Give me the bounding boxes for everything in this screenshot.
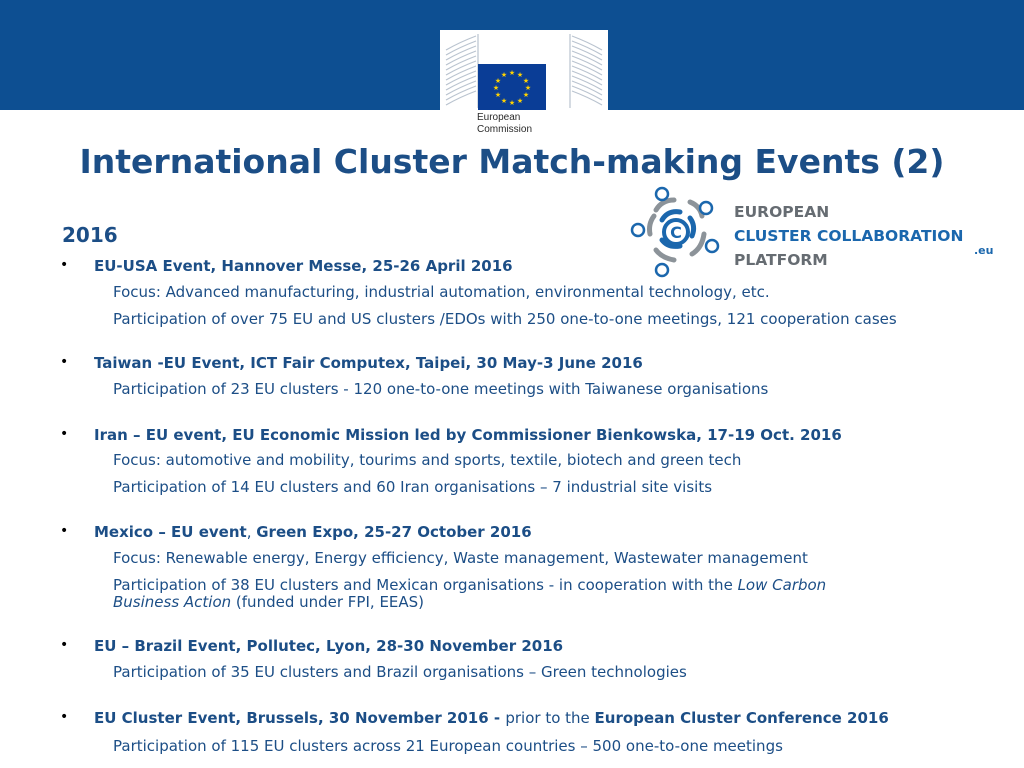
ecc-logo-suffix: .eu: [974, 244, 994, 257]
european-commission-logo: [440, 30, 608, 148]
event-heading: EU-USA Event, Hannover Messe, 25-26 April 2016: [94, 257, 513, 275]
event-heading: Taiwan -EU Event, ICT Fair Computex, Taipei, 30 May-3 June 2016: [94, 354, 643, 372]
svg-text:★: ★: [522, 91, 530, 99]
svg-text:★: ★: [500, 97, 508, 105]
ec-logo-line1: European: [477, 112, 521, 123]
event-heading: EU Cluster Event, Brussels, 30 November 2016 - prior to the European Cluster Conference 2016: [94, 709, 889, 727]
svg-text:★: ★: [494, 91, 502, 99]
page-title: International Cluster Match-making Events (2): [79, 142, 945, 181]
bullet-icon: •: [60, 354, 69, 370]
event-detail: Business Action (funded under FPI, EEAS): [113, 593, 425, 611]
event-detail: Focus: Renewable energy, Energy efficiency, Waste management, Wastewater management: [113, 549, 808, 567]
event-detail: Participation of 115 EU clusters across 21 European countries – 500 one-to-one meetings: [113, 737, 783, 755]
ecc-logo-line1: EUROPEAN: [734, 203, 830, 221]
event-detail: Participation of over 75 EU and US clusters /EDOs with 250 one-to-one meetings, 121 cooperation cases: [113, 310, 897, 328]
event-detail: Focus: Advanced manufacturing, industrial automation, environmental technology, etc.: [113, 283, 770, 301]
ecc-logo-text: [734, 200, 963, 272]
event-heading: Iran – EU event, EU Economic Mission led by Commissioner Bienkowska, 17-19 Oct. 2016: [94, 426, 842, 444]
svg-text:★: ★: [492, 84, 500, 92]
svg-text:★: ★: [522, 77, 530, 85]
bullet-icon: •: [60, 709, 69, 725]
event-heading: EU – Brazil Event, Pollutec, Lyon, 28-30 November 2016: [94, 637, 564, 655]
event-detail: Participation of 23 EU clusters - 120 one-to-one meetings with Taiwanese organisations: [113, 380, 769, 398]
event-detail: Participation of 38 EU clusters and Mexican organisations - in cooperation with the Low Carbon: [113, 576, 827, 594]
bullet-icon: •: [60, 426, 69, 442]
event-detail: Focus: automotive and mobility, tourims and sports, textile, biotech and green tech: [113, 451, 742, 469]
bullet-icon: •: [60, 637, 69, 653]
event-heading: Mexico – EU event, Green Expo, 25-27 October 2016: [94, 523, 532, 541]
svg-text:★: ★: [500, 71, 508, 79]
ecc-logo-line3: PLATFORM: [734, 251, 828, 269]
ecc-network-icon: [628, 186, 728, 278]
bullet-icon: •: [60, 257, 69, 273]
bullet-icon: •: [60, 523, 69, 539]
svg-text:★: ★: [516, 71, 524, 79]
svg-text:★: ★: [508, 69, 516, 77]
svg-text:★: ★: [516, 97, 524, 105]
event-detail: Participation of 35 EU clusters and Brazil organisations – Green technologies: [113, 663, 687, 681]
ecc-platform-logo: [628, 186, 1008, 278]
ec-logo-text: [477, 112, 532, 136]
svg-text:★: ★: [508, 99, 516, 107]
ec-logo-line2: Commission: [477, 124, 533, 135]
year-heading: 2016: [62, 223, 118, 247]
svg-text:★: ★: [524, 84, 532, 92]
ecc-logo-line2: CLUSTER COLLABORATION: [734, 227, 964, 245]
event-detail: Participation of 14 EU clusters and 60 Iran organisations – 7 industrial site visits: [113, 478, 713, 496]
svg-text:C: C: [670, 223, 682, 242]
svg-text:★: ★: [494, 77, 502, 85]
